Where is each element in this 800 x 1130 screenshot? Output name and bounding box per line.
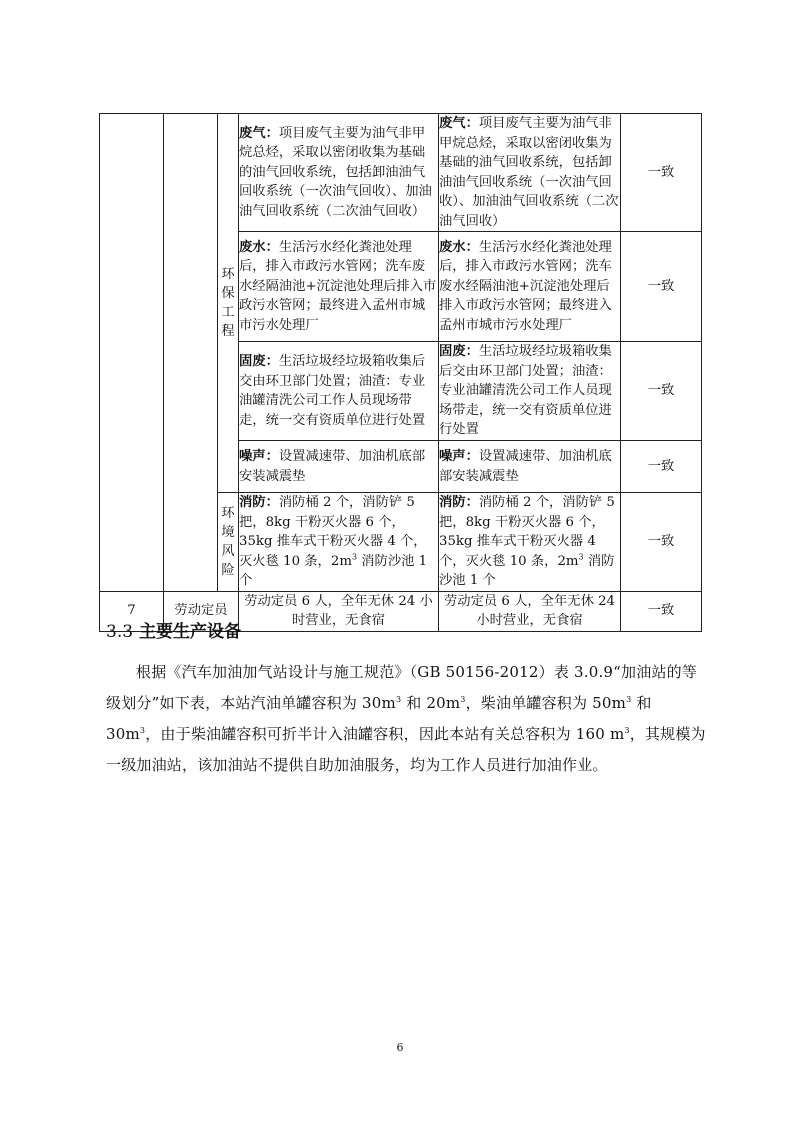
- section-title: 主要生产设备: [139, 622, 242, 642]
- section-number: 3.3: [106, 622, 134, 642]
- table-row: [100, 114, 702, 232]
- result-cell: 一致: [621, 493, 702, 592]
- page-number: 6: [396, 1041, 404, 1054]
- design-cell: 废气：项目废气主要为油气非甲烷总烃，采取以密闭收集为基础的油气回收系统，包括卸油油气回收系统（一次油气回收）、加油油气回收系统（二次油气回收）: [239, 114, 439, 232]
- actual-cell: 废气：项目废气主要为油气非甲烷总烃，采取以密闭收集为基础的油气回收系统，包括卸油油气回收系统（一次油气回收）、加油油气回收系统（二次油气回收）: [439, 114, 621, 232]
- design-cell: 固废：生活垃圾经垃圾箱收集后交由环卫部门处置；油渣：专业油罐清洗公司工作人员现场带走，统一交有资质单位进行处置: [239, 342, 439, 441]
- actual-cell: 劳动定员 6 人，全年无休 24 小时营业，无食宿: [439, 591, 621, 631]
- number-cell: [100, 114, 164, 592]
- actual-cell: 消防：消防桶 2 个，消防铲 5 把，8kg 干粉灭火器 6 个，35kg 推车式干粉灭火器 4 个，灭火毯 10 条，$2m^3$ 消防沙池 1 个: [439, 493, 621, 592]
- section-heading: [106, 620, 241, 644]
- actual-cell: 固废：生活垃圾经垃圾箱收集后交由环卫部门处置；油渣：专业油罐清洗公司工作人员现场带走，统一交有资质单位进行处置: [439, 342, 621, 441]
- env-category-cell: 环 保 工 程: [218, 114, 239, 493]
- design-cell: 噪声：设置减速带、加油机底部安装减震垫: [239, 441, 439, 493]
- result-cell: 一致: [621, 342, 702, 441]
- item-cell: [164, 114, 218, 592]
- number-cell: 7: [100, 591, 164, 631]
- design-cell: 劳动定员 6 人，全年无休 24 小时营业，无食宿: [239, 591, 439, 631]
- design-cell: 消防：消防桶 2 个，消防铲 5 把，8kg 干粉灭火器 6 个，35kg 推车式干粉灭火器 4 个，灭火毯 10 条，$2m^3$ 消防沙池 1 个: [239, 493, 439, 592]
- body-paragraph: 根据《汽车加油加气站设计与施工规范》（GB 50156-2012）表 3.0.9“加油站的等级划分”如下表，本站汽油单罐容积为 $30m^3$ 和 $20m^3$，柴油单罐容积为 $50m^3$ 和 $30m^3$，由于柴油罐容积可折半计入油罐容积，因此本站有关总容积为 160 $m^3$，其规模为一级加油站，该加油站不提供自助加油服务，均为工作人员进行加油作业。: [106, 663, 706, 774]
- result-cell: 一致: [621, 591, 702, 631]
- actual-cell: 噪声：设置减速带、加油机底部安装减震垫: [439, 441, 621, 493]
- result-cell: 一致: [621, 114, 702, 232]
- design-cell: 废水：生活污水经化粪池处理后，排入市政污水管网；洗车废水经隔油池+沉淀池处理后排入市政污水管网；最终进入孟州市城市污水处理厂: [239, 232, 439, 342]
- result-cell: 一致: [621, 232, 702, 342]
- actual-cell: 废水：生活污水经化粪池处理后，排入市政污水管网；洗车废水经隔油池+沉淀池处理后排入市政污水管网；最终进入孟州市城市污水处理厂: [439, 232, 621, 342]
- result-cell: 一致: [621, 441, 702, 493]
- item-cell: 劳动定员: [164, 591, 239, 631]
- comparison-table: [99, 113, 702, 632]
- risk-category-cell: 环 境 风 险: [218, 493, 239, 592]
